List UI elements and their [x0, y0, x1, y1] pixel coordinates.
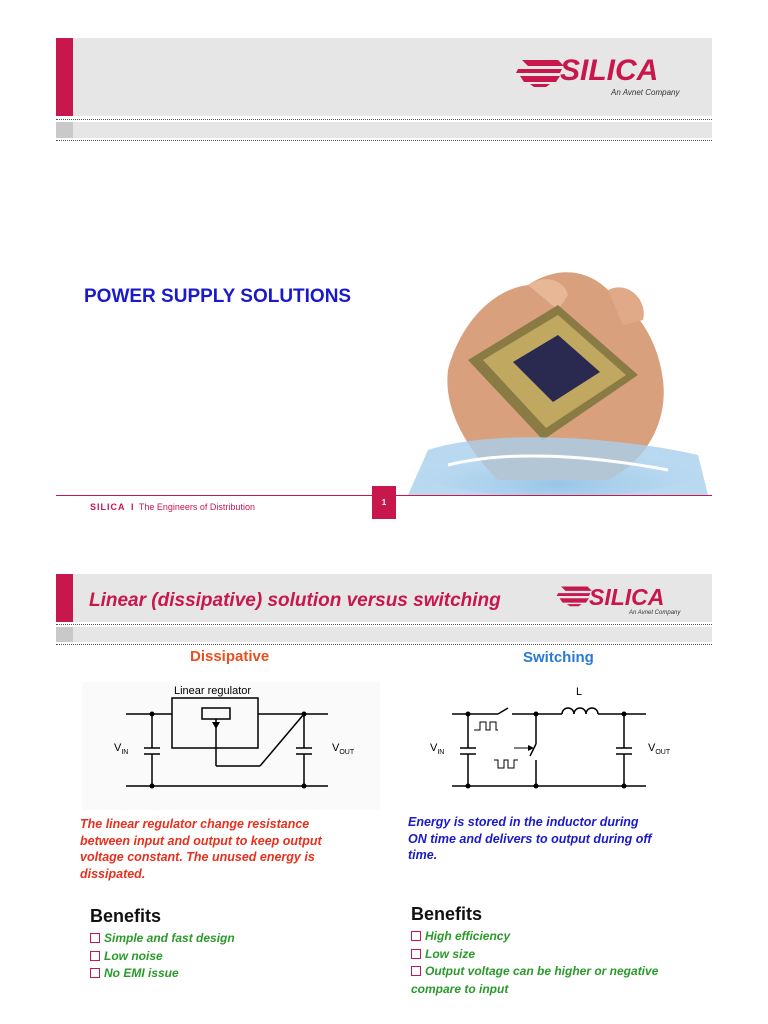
- slide-2-accent-bar: [56, 574, 73, 622]
- cpu-in-hand-photo: [408, 250, 712, 495]
- slide-1-accent-bar: [56, 38, 73, 116]
- divider: [56, 624, 712, 625]
- dissipative-heading: Dissipative: [190, 648, 270, 665]
- page-number: 1: [372, 486, 396, 519]
- switching-circuit: [422, 682, 712, 810]
- dissipative-benefits-list: [90, 930, 390, 983]
- logo-wordmark: SILICA: [560, 54, 659, 87]
- switching-benefits-list: [411, 928, 711, 998]
- inductor-label: L: [576, 686, 583, 698]
- regulator-label: Linear regulator: [174, 685, 252, 697]
- list-item: No EMI issue: [90, 965, 390, 983]
- vout-label: $V_{OUT}$: [648, 742, 671, 757]
- footer-tagline: The Engineers of Distribution: [138, 502, 255, 512]
- switching-heading: Switching: [523, 649, 594, 666]
- checkbox-bullet-icon: [411, 949, 421, 959]
- slide-2-subband: [73, 627, 712, 642]
- footer-brand: SILICA: [90, 502, 126, 512]
- slide-1: [56, 38, 712, 520]
- slide-2-grey-square: [56, 627, 73, 642]
- checkbox-bullet-icon: [90, 968, 100, 978]
- silica-logo: [556, 582, 696, 618]
- silica-logo: [516, 54, 696, 100]
- silica-logo-icon: [516, 58, 566, 88]
- slide-1-grey-square: [56, 122, 73, 138]
- checkbox-bullet-icon: [411, 931, 421, 941]
- linear-regulator-circuit: [82, 682, 380, 810]
- divider: [56, 119, 712, 120]
- slide-title: POWER SUPPLY SOLUTIONS: [84, 286, 352, 307]
- checkbox-bullet-icon: [411, 966, 421, 976]
- divider: [56, 140, 712, 141]
- logo-tagline: An Avnet Company: [611, 88, 680, 97]
- list-item: Low size: [411, 946, 711, 964]
- dissipative-description: The linear regulator change resistance between input and output to keep output voltage constant. The unused energy is dissipated.: [80, 817, 322, 881]
- vin-label: $V_{IN}$: [114, 742, 129, 757]
- logo-tagline: An Avnet Company: [629, 610, 681, 616]
- checkbox-bullet-icon: [90, 951, 100, 961]
- footer-separator: I: [131, 502, 134, 512]
- footer-text: [90, 502, 255, 512]
- list-item: High efficiency: [411, 928, 711, 946]
- logo-wordmark: SILICA: [589, 584, 665, 610]
- checkbox-bullet-icon: [90, 933, 100, 943]
- vin-label: $V_{IN}$: [430, 742, 445, 757]
- dissipative-benefits-heading: Benefits: [90, 906, 162, 926]
- divider: [56, 644, 712, 645]
- switching-benefits-heading: Benefits: [411, 904, 483, 924]
- slide-2: [56, 574, 712, 1024]
- list-item: Low noise: [90, 948, 390, 966]
- list-item: compare to input: [411, 981, 509, 996]
- vout-label: $V_{OUT}$: [332, 742, 355, 757]
- switching-description: Energy is stored in the inductor during ON time and delivers to output during off time.: [408, 815, 652, 862]
- slide-title: Linear (dissipative) solution versus switching: [89, 590, 501, 611]
- list-item: Simple and fast design: [90, 930, 390, 948]
- slide-1-subband: [73, 122, 712, 138]
- list-item: Output voltage can be higher or negative: [411, 963, 711, 981]
